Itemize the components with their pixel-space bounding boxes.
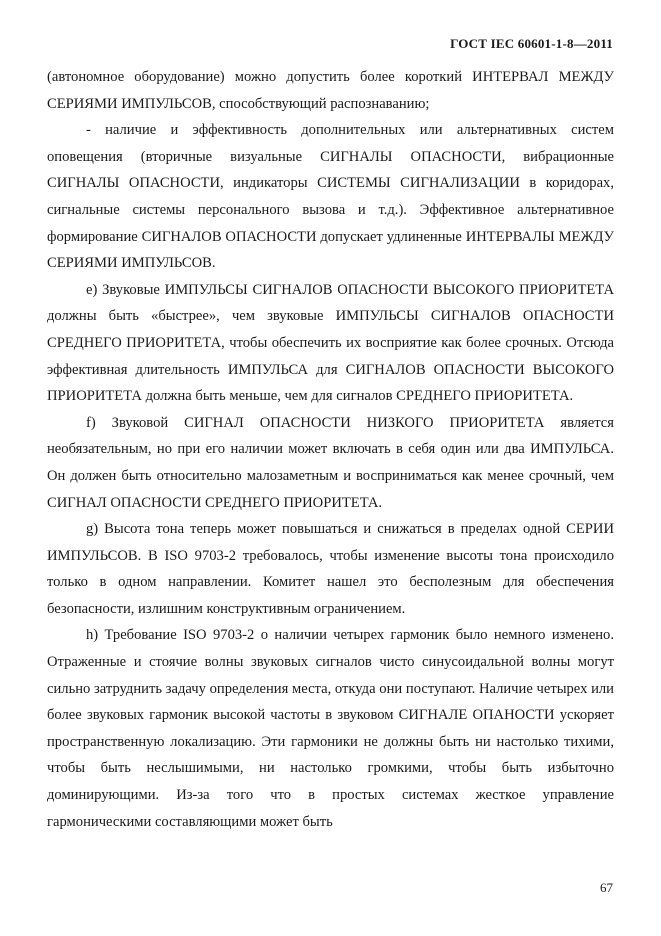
document-body — [47, 64, 614, 835]
paragraph-item-e: e) Звуковые ИМПУЛЬСЫ СИГНАЛОВ ОПАСНОСТИ ВЫСОКОГО ПРИОРИТЕТА должны быть «быстрее», чем звуковые ИМПУЛЬСЫ СИГНАЛОВ ОПАСНОСТИ СРЕДНЕГО ПРИОРИТЕТА, чтобы обеспечить их восприятие как более срочных. Отсюда эффективная длительность ИМПУЛЬСА для СИГНАЛОВ ОПАСНОСТИ ВЫСОКОГО ПРИОРИТЕТА должна быть меньше, чем для сигналов СРЕДНЕГО ПРИОРИТЕТА. — [47, 281, 614, 405]
paragraph-item-h: h) Требование ISO 9703-2 о наличии четырех гармоник было немного изменено. Отраженные и стоячие волны звуковых сигналов чисто синусоидальной волны могут сильно затруднить задачу определения места, откуда они поступают. Наличие четырех или более звуковых гармоник высокой частоты в звуковом СИГНАЛЕ ОПАНОСТИ ускоряет пространственную локализацию. Эти гармоники не должны быть ни настолько тихими, чтобы быть неслышимыми, ни настолько громкими, чтобы быть избыточно доминирующими. Из-за того что в простых системах жесткое управление гармоническими составляющими может быть — [47, 627, 614, 830]
paragraph-item-f: f) Звуковой СИГНАЛ ОПАСНОСТИ НИЗКОГО ПРИОРИТЕТА является необязательным, но при его наличии может включать в себя один или два ИМПУЛЬСА. Он должен быть относительно малозаметным и восприниматься как менее срочный, чем СИГНАЛ ОПАСНОСТИ СРЕДНЕГО ПРИОРИТЕТА. — [47, 414, 614, 511]
page-number: 67 — [600, 880, 613, 895]
paragraph-dash-item: - наличие и эффективность дополнительных или альтернативных систем оповещения (вторичные визуальные СИГНАЛЫ ОПАСНОСТИ, вибрационные СИГНАЛЫ ОПАСНОСТИ, индикаторы СИСТЕМЫ СИГНАЛИЗАЦИИ в коридорах, сигнальные системы персонального вызова и т.д.). Эффективное альтернативное формирование СИГНАЛОВ ОПАСНОСТИ допускает удлиненные ИНТЕРВАЛЫ МЕЖДУ СЕРИЯМИ ИМПУЛЬСОВ. — [47, 122, 614, 272]
paragraph-item-g: g) Высота тона теперь может повышаться и снижаться в пределах одной СЕРИИ ИМПУЛЬСОВ. В ISO 9703-2 требовалось, чтобы изменение высоты тона происходило только в одном направлении. Комитет нашел это бесполезным для обеспечения безопасности, излишним конструктивным ограничением. — [47, 521, 614, 617]
paragraph-continuation: (автономное оборудование) можно допустить более короткий ИНТЕРВАЛ МЕЖДУ СЕРИЯМИ ИМПУЛЬСОВ, способствующий распознаванию; — [47, 69, 614, 112]
document-header: ГОСТ IEC 60601-1-8—2011 — [450, 36, 613, 51]
